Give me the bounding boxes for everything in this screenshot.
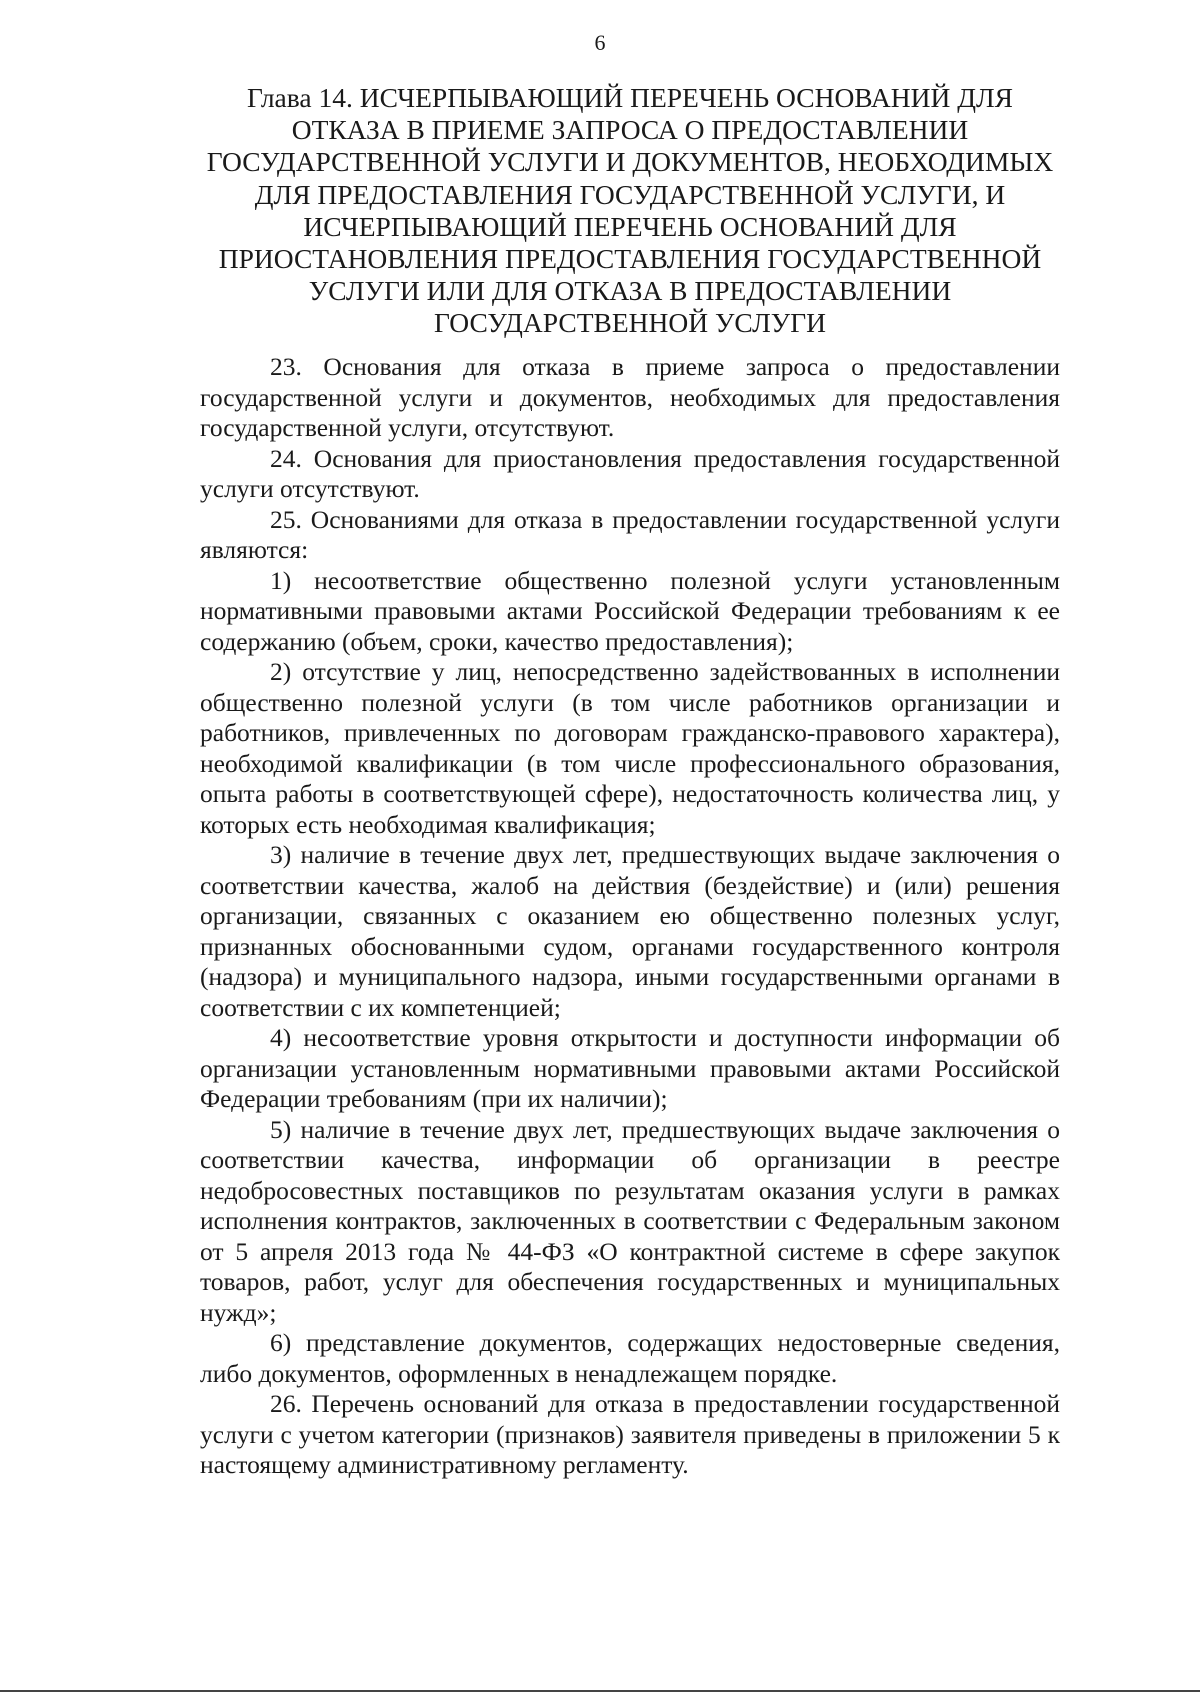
list-item-4: 4) несоответствие уровня открытости и доступности информации об организации установленным нормативными правовыми актами Российской Федерации требованиям (при их наличии); [200, 1023, 1060, 1113]
chapter-title: Глава 14. ИСЧЕРПЫВАЮЩИЙ ПЕРЕЧЕНЬ ОСНОВАНИЙ ДЛЯ ОТКАЗА В ПРИЕМЕ ЗАПРОСА О ПРЕДОСТАВЛЕНИИ ГОСУДАРСТВЕННОЙ УСЛУГИ И ДОКУМЕНТОВ, НЕОБХОДИМЫХ ДЛЯ ПРЕДОСТАВЛЕНИЯ ГОСУДАРСТВЕННОЙ УСЛУГИ, И ИСЧЕРПЫВАЮЩИЙ ПЕРЕЧЕНЬ ОСНОВАНИЙ ДЛЯ ПРИОСТАНОВЛЕНИЯ ПРЕДОСТАВЛЕНИЯ ГОСУДАРСТВЕННОЙ УСЛУГИ ИЛИ ДЛЯ ОТКАЗА В ПРЕДОСТАВЛЕНИИ ГОСУДАРСТВЕННОЙ УСЛУГИ [206, 82, 1054, 339]
paragraph-24: 24. Основания для приостановления предоставления государственной услуги отсутствуют. [200, 443, 1060, 503]
bottom-rule [0, 1690, 1200, 1692]
list-item-5: 5) наличие в течение двух лет, предшествующих выдаче заключения о соответствии качества, информации об организации в реестре недобросовестных поставщиков по результатам оказания услуги в рамках исполнения контрактов, заключенных в соответствии с Федеральным законом от 5 апреля 2013 года № 44-ФЗ «О контрактной системе в сфере закупок товаров, работ, услуг для обеспечения государственных и муниципальных нужд»; [200, 1114, 1060, 1327]
list-item-3: 3) наличие в течение двух лет, предшествующих выдаче заключения о соответствии качества, жалоб на действия (бездействие) и (или) решения организации, связанных с оказанием ею общественно полезных услуг, признанных обоснованными судом, органами государственного контроля (надзора) и муниципального надзора, иными государственными органами в соответствии с их компетенцией; [200, 840, 1060, 1022]
paragraph-25: 25. Основаниями для отказа в предоставлении государственной услуги являются: [200, 504, 1060, 564]
body-text [200, 352, 1060, 1481]
list-item-2: 2) отсутствие у лиц, непосредственно задействованных в исполнении общественно полезной услуги (в том числе работников организации и работников, привлеченных по договорам гражданско-правового характера), необходимой квалификации (в том числе профессионального образования, опыта работы в соответствующей сфере), недостаточность количества лиц, у которых есть необходимая квалификация; [200, 657, 1060, 839]
list-item-1: 1) несоответствие общественно полезной услуги установленным нормативными правовыми актами Российской Федерации требованиям к ее содержанию (объем, сроки, качество предоставления); [200, 565, 1060, 656]
page-number: 6 [594, 30, 606, 55]
paragraph-23: 23. Основания для отказа в приеме запроса о предоставлении государственной услуги и документов, необходимых для предоставления государственной услуги, отсутствуют. [200, 352, 1060, 442]
paragraph-26: 26. Перечень оснований для отказа в предоставлении государственной услуги с учетом категории (признаков) заявителя приведены в приложении 5 к настоящему административному регламенту. [200, 1389, 1060, 1479]
list-item-6: 6) представление документов, содержащих недостоверные сведения, либо документов, оформленных в ненадлежащем порядке. [200, 1328, 1060, 1388]
